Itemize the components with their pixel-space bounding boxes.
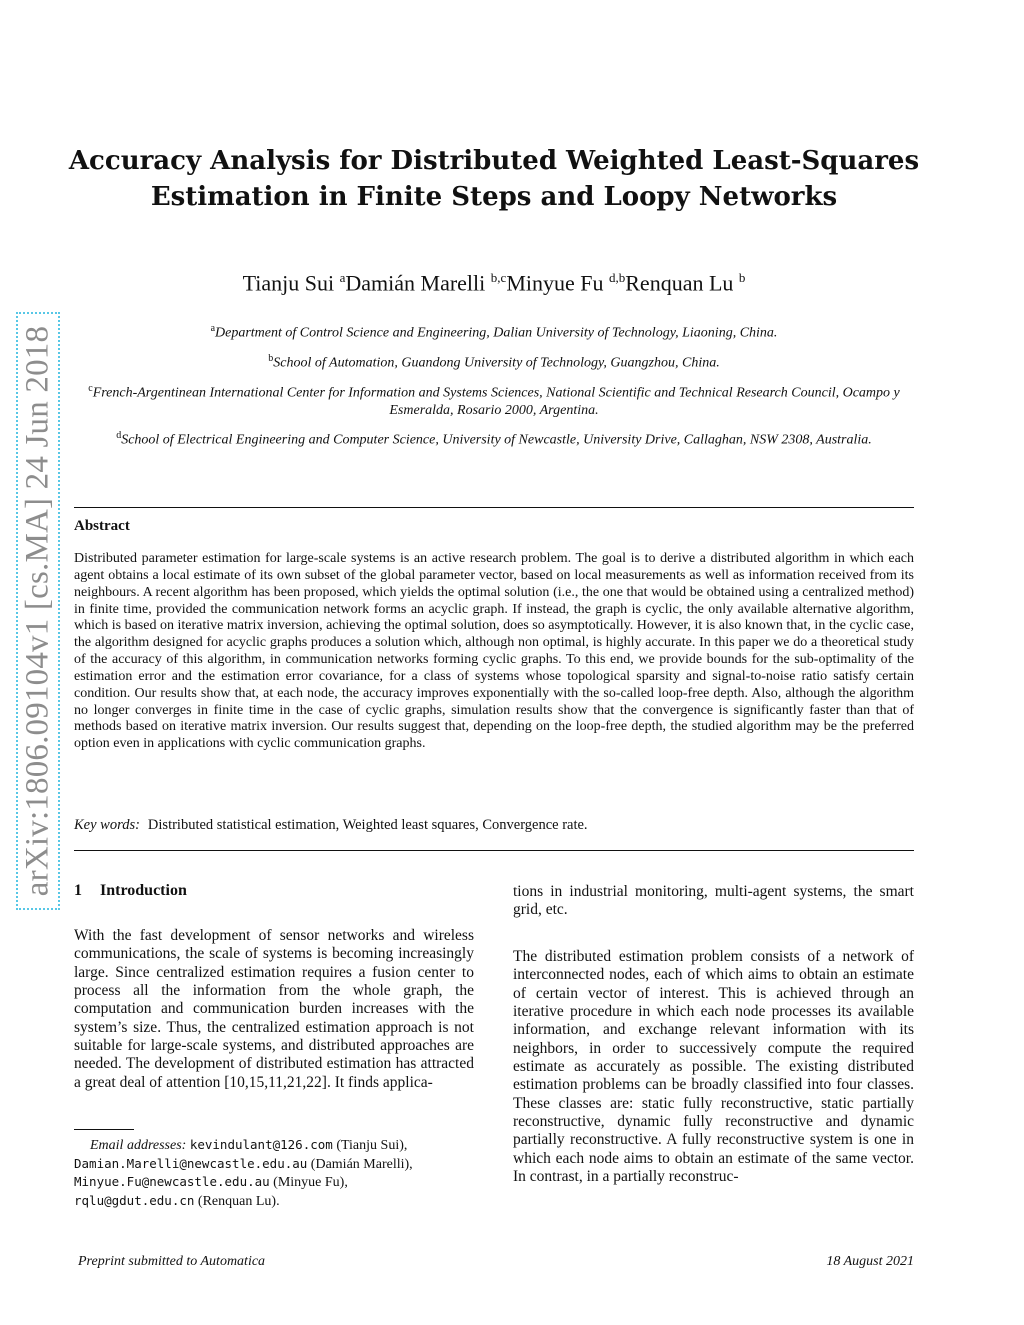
affiliation-text: School of Automation, Guandong University of Technology, Guangzhou, China. bbox=[273, 355, 720, 371]
email-link[interactable]: rqlu@gdut.edu.cn bbox=[74, 1192, 195, 1208]
footnote-rule bbox=[74, 1129, 134, 1130]
keywords bbox=[74, 817, 914, 834]
author-affil-mark: b,c bbox=[490, 270, 507, 285]
email-owner: (Tianju Sui), bbox=[336, 1138, 408, 1153]
author-affil-mark: a bbox=[339, 270, 346, 285]
affiliation-text: School of Electrical Engineering and Computer Science, University of Newcastle, University Drive, Callaghan, NSW 2308, Australia. bbox=[121, 432, 872, 448]
right-column-paragraph-continued: tions in industrial monitoring, multi-agent systems, the smart grid, etc. bbox=[513, 883, 914, 919]
affiliation-a bbox=[74, 320, 914, 342]
affiliation-d bbox=[74, 427, 914, 449]
author-name: Damián Marelli bbox=[345, 270, 486, 296]
author-name: Minyue Fu bbox=[506, 270, 604, 296]
author-affil-mark: b bbox=[738, 270, 746, 285]
paper-title bbox=[60, 143, 928, 215]
email-link[interactable]: Damian.Marelli@newcastle.edu.au bbox=[74, 1155, 308, 1171]
footnote-emails bbox=[74, 1136, 484, 1210]
abstract-heading: Abstract bbox=[74, 518, 130, 534]
left-column-paragraph: With the fast development of sensor networks and wireless communications, the scale of systems is becoming increasingly large. Since centralized estimation requires a fusion center to process all the information from the whole graph, the computation and communication burden increases with the system’s size. Thus, the centralized estimation approach is not suitable for large-scale systems, and distributed approaches are needed. The development of distributed estimation has attracted a great deal of attention [10,15,11,21,22]. It finds applica- bbox=[74, 927, 474, 1091]
footnote-label: Email addresses: bbox=[90, 1138, 187, 1153]
author-list bbox=[60, 270, 928, 296]
email-link[interactable]: kevindulant@126.com bbox=[189, 1137, 333, 1152]
footer-date: 18 August 2021 bbox=[826, 1254, 914, 1269]
divider-bottom bbox=[74, 850, 914, 851]
author-affil-mark: d,b bbox=[609, 270, 626, 285]
footnote-line bbox=[74, 1173, 484, 1192]
footer-journal: Preprint submitted to Automatica bbox=[78, 1254, 266, 1269]
footnote-line bbox=[74, 1155, 484, 1174]
keywords-text: Distributed statistical estimation, Weighted least squares, Convergence rate. bbox=[147, 817, 588, 833]
affiliation-mark: c bbox=[88, 383, 93, 394]
affiliation-text: French-Argentinean International Center for Information and Systems Sciences, National Scientific and Technical Research Council, Ocampo y Esmeralda, Rosario 2000, Argentina. bbox=[92, 385, 900, 418]
abstract-body: Distributed parameter estimation for large-scale systems is an active research problem. The goal is to derive a distributed algorithm in which each agent obtains a local estimate of its own subset of the global parameter vector, based on local measurements as well as information received from its neighbours. A recent algorithm has been proposed, which yields the optimal solution (i.e., the one that would be obtained using a centralized method) in finite time, provided the communication network forms an acyclic graph. If instead, the graph is cyclic, the only available alternative algorithm, which is based on iterative matrix inversion, achieving the optimal solution, does so asymptotically. However, it is also known that, in the cyclic case, the algorithm designed for acyclic graphs produces a solution which, although non optimal, is highly accurate. In this paper we do a theoretical study of the accuracy of this algorithm, in communication networks forming cyclic graphs. To this end, we provide bounds for the sub-optimality of the estimation error and the estimation error covariance, for a class of systems whose topological sparsity and signal-to-noise ratio satisfy certain condition. Our results show that, at each node, the accuracy improves exponentially with the so-called loop-free depth. Also, although the algorithm no longer converges in finite time in the case of cyclic graphs, simulation results show that the convergence is significantly faster than that of methods based on iterative matrix inversion. Our results suggest that, depending on the loop-free depth, the studied algorithm may be the preferred option even in applications with cyclic communication graphs. bbox=[74, 551, 914, 752]
title-line-1: Accuracy Analysis for Distributed Weighted Least-Squares bbox=[68, 146, 920, 176]
footnote-line bbox=[74, 1192, 484, 1211]
affiliation-mark: b bbox=[268, 353, 274, 364]
section-heading bbox=[74, 882, 187, 900]
affiliation-text: Department of Control Science and Engineering, Dalian University of Technology, Liaoning, China. bbox=[215, 325, 778, 341]
email-link[interactable]: Minyue.Fu@newcastle.edu.au bbox=[74, 1174, 270, 1189]
affiliation-mark: a bbox=[210, 323, 216, 334]
title-line-2: Estimation in Finite Steps and Loopy Networks bbox=[150, 182, 838, 212]
section-title: Introduction bbox=[100, 882, 187, 899]
affiliation-b bbox=[74, 350, 914, 372]
email-owner: (Renquan Lu). bbox=[197, 1193, 280, 1209]
section-number: 1 bbox=[74, 882, 82, 899]
divider-top bbox=[74, 507, 914, 508]
author-name: Tianju Sui bbox=[242, 270, 335, 296]
keywords-label: Key words: bbox=[74, 817, 140, 833]
author-name: Renquan Lu bbox=[625, 270, 734, 296]
arxiv-stamp: arXiv:1806.09104v1 [cs.MA] 24 Jun 2018 bbox=[19, 325, 56, 897]
footnote-line bbox=[74, 1136, 484, 1155]
email-owner: (Minyue Fu), bbox=[273, 1175, 348, 1190]
right-column-paragraph: The distributed estimation problem consists of a network of interconnected nodes, each of which aims to obtain an estimate of certain vector of interest. This is achieved through an iterative procedure in which each node processes its available information, and exchange relevant information with its neighbors, in order to successively compute the required estimate as accurately as possible. The existing distributed estimation problems can be broadly classified into four classes. These classes are: static fully reconstructive, static partially reconstructive, dynamic fully reconstructive and dynamic partially reconstructive. A fully reconstructive system is one in which each node aims to obtain an estimate of the same vector. In contrast, in a partially reconstruc- bbox=[513, 948, 914, 1186]
email-owner: (Damián Marelli), bbox=[310, 1156, 413, 1172]
affiliation-mark: d bbox=[116, 430, 122, 441]
affiliation-c bbox=[74, 380, 914, 419]
